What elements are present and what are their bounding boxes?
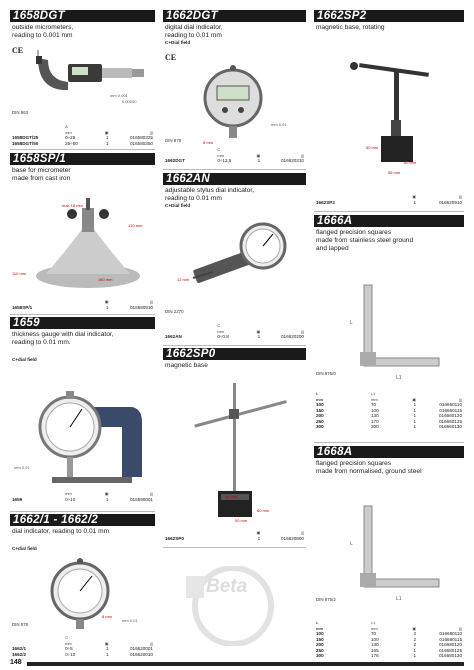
table-row: 1662SP2 1 016620910 [316, 199, 462, 205]
micrometer-illustration [28, 48, 148, 103]
section-description: flanged precision squares made from normalised, ground steel [316, 460, 422, 475]
micrometer-base-illustration [28, 188, 143, 293]
precision-square-illustration [354, 501, 444, 591]
ce-mark-icon: CE [165, 53, 177, 62]
barcode-icon: ||| [149, 299, 153, 304]
beta-watermark-logo [178, 566, 288, 646]
barcode-icon: ||| [149, 129, 153, 135]
dial-field-tag: C+Dial field [165, 40, 191, 45]
table-row: 150 100 2 016680115 [316, 636, 462, 642]
col-a-header: A [65, 124, 68, 129]
product-table: mm ▣ ||| 1659 0÷10 1 016590001 [10, 491, 155, 502]
dimension-label: 55 mm [388, 170, 401, 175]
dial-readout: mm 0,01 [122, 618, 138, 623]
dimension-label: 8 mm [102, 614, 112, 619]
table-row: 1659 0÷10 1 016590001 [12, 496, 153, 502]
table-row: 1658DGT/25 0÷25 1 016580325 [12, 135, 153, 140]
product-table [10, 299, 155, 310]
section-1662sp0 [163, 348, 306, 548]
dimension-label: L [350, 541, 353, 547]
section-title: 1662AN [163, 173, 306, 185]
dial-readout: mm 0,01 [271, 122, 287, 127]
barcode-icon: ||| [458, 194, 462, 199]
table-row: 150 100 1 016660115 [316, 407, 462, 413]
dimension-label: 60 mm [257, 508, 270, 513]
section-1662dgt [163, 10, 306, 170]
product-table: C mm ▣ ||| 1662/1 0÷5 1 016620001 1662/2 0÷10 1 016620010 [10, 635, 155, 657]
table-row: 250 170 1 016660125 [316, 418, 462, 424]
dimension-label: L [350, 320, 353, 326]
dimension-label: 12 mm [177, 277, 190, 282]
pack-icon: ▣ [104, 299, 109, 304]
barcode-icon: ||| [458, 396, 462, 402]
din-standard: DIN 878 [12, 622, 29, 627]
din-standard: DIN 863 [12, 110, 29, 115]
section-description: magnetic base [165, 362, 208, 369]
section-1658sp1 [10, 153, 155, 315]
section-title: 1659 [10, 317, 155, 329]
din-standard: DIN 878 [165, 138, 182, 143]
product-table: C mm ▣ ||| 1662DGT 0÷12,5 1 016620310 [163, 147, 306, 164]
dial-field-tag: C+dial field [12, 546, 37, 551]
table-row: 100 70 1 016660110 [316, 402, 462, 407]
section-1659 [10, 317, 155, 512]
dimension-label: 110 mm [12, 271, 27, 276]
product-table: L L1 mm mm ▣ ||| 100 70 2 016680110 150 100 2 016680115 200 130 2 016680120 250 165 1 016680125 300 176 1 016680130 [316, 620, 462, 658]
table-row: 1658SP/1 1 016580910 [12, 304, 153, 310]
dimension-label: max 18 mm [62, 203, 83, 208]
col-a-unit: mm [65, 129, 72, 135]
section-description: flanged precision squares made from stainless steel ground and lapped [316, 229, 414, 252]
section-1662sp2 [314, 10, 464, 212]
dimension-label: 8 mm [203, 140, 213, 145]
pack-icon: ▣ [104, 640, 109, 646]
table-row: 1658DGT/50 25÷50 1 016580350 [12, 140, 153, 146]
stylus-indicator-illustration [183, 218, 298, 298]
dial-field-tag: C+dial field [12, 357, 37, 362]
section-description: base for micrometer made from cast iron [12, 167, 71, 182]
dial-readout: mm 0,01 [14, 465, 30, 470]
table-row: 100 70 2 016680110 [316, 631, 462, 636]
desc-line: outside micrometers, [12, 24, 74, 31]
barcode-icon: ||| [300, 328, 304, 334]
section-title: 1668A [314, 446, 464, 458]
desc-line: reading to 0.001 mm [12, 32, 73, 39]
section-title: 1662SP0 [163, 348, 306, 360]
section-1662 [10, 514, 155, 664]
display-readout-unit: mm 0,001 [110, 93, 128, 98]
section-description [10, 22, 155, 40]
section-title: 1662/1 - 1662/2 [10, 514, 155, 526]
dimension-label: L1 [396, 596, 402, 602]
pack-icon: ▣ [256, 328, 261, 334]
product-table [10, 124, 155, 146]
dimension-label: 120 mm [128, 223, 143, 228]
ce-mark-icon: CE [12, 46, 24, 55]
digital-indicator-illustration [193, 60, 273, 140]
pack-icon: ▣ [256, 530, 261, 535]
table-row: 1662AN 0÷0,8 1 016620200 [165, 334, 304, 339]
pack-icon: ▣ [256, 152, 261, 158]
section-description: magnetic base, rotating [316, 24, 385, 31]
dimension-label: 50 mm [225, 494, 238, 499]
pack-icon: ▣ [104, 491, 109, 496]
dimension-label: 50 mm [235, 518, 248, 523]
brand-logo-text: Beta [206, 576, 248, 597]
product-table: C mm ▣ ||| 1662AN 0÷0,8 1 016620200 [163, 323, 306, 340]
thickness-gauge-illustration [22, 377, 147, 492]
section-description: thickness gauge with dial indicator, reading to 0.01 mm. [12, 331, 114, 346]
table-row: 300 200 1 016660130 [316, 424, 462, 429]
display-readout-value: 0,00000 [122, 99, 137, 104]
din-standard: DIN 2270 [165, 309, 184, 314]
barcode-icon: ||| [300, 530, 304, 535]
product-table [314, 194, 464, 205]
section-description: digital dial indicator, reading to 0.01 mm [165, 24, 223, 39]
precision-square-illustration [354, 280, 444, 370]
section-title: 1662SP2 [314, 10, 464, 22]
table-row: 200 130 1 016660120 [316, 413, 462, 418]
dimension-label: 50 mm [366, 145, 379, 150]
footer-bar [27, 662, 464, 666]
dial-field-tag: C+Dial field [165, 203, 191, 208]
product-table [163, 530, 306, 541]
section-description: adjustable stylus dial indicator, reading to 0.01 mm [165, 187, 255, 202]
table-row: 200 130 2 016680120 [316, 642, 462, 647]
section-1662an [163, 173, 306, 346]
pack-icon: ▣ [412, 396, 416, 402]
magnetic-base-illustration [183, 373, 298, 523]
section-description: dial indicator, reading to 0.01 mm [12, 528, 110, 535]
barcode-icon: ||| [149, 491, 153, 496]
section-1668a [314, 446, 464, 666]
dial-indicator-illustration [40, 556, 120, 631]
product-table: L L1 mm mm ▣ ||| 100 70 1 016660110 150 100 1 016660115 200 130 1 016660120 250 170 1 016660125 300 200 1 016660130 [316, 391, 462, 429]
table-row: 1662SP0 1 016620800 [165, 535, 304, 541]
table-row: 1662/2 0÷10 1 016620010 [12, 651, 153, 657]
section-1666a [314, 215, 464, 443]
dimension-label: 60 mm [404, 160, 417, 165]
page-number: 148 [10, 659, 22, 666]
dimension-label: 160 mm [98, 277, 113, 282]
barcode-icon: ||| [458, 625, 462, 631]
dimension-label: L1 [396, 375, 402, 381]
barcode-icon: ||| [300, 152, 304, 158]
section-title: 1658DGT [10, 10, 155, 22]
section-1658dgt [10, 10, 155, 150]
table-row: 1662/1 0÷5 1 016620001 [12, 646, 153, 651]
din-standard: DIN 875/0 [316, 371, 336, 376]
section-title: 1658SP/1 [10, 153, 155, 165]
barcode-icon: ||| [149, 640, 153, 646]
pack-icon: ▣ [104, 129, 109, 135]
table-row: 1662DGT 0÷12,5 1 016620310 [165, 158, 304, 163]
section-title: 1666A [314, 215, 464, 227]
din-standard: DIN 875/2 [316, 597, 336, 602]
table-row: 250 165 1 016680125 [316, 647, 462, 653]
pack-icon: ▣ [412, 194, 416, 199]
rotating-magnetic-base-illustration [339, 50, 454, 185]
table-row: 300 176 1 016680130 [316, 653, 462, 658]
section-title: 1662DGT [163, 10, 306, 22]
pack-icon: ▣ [412, 625, 416, 631]
